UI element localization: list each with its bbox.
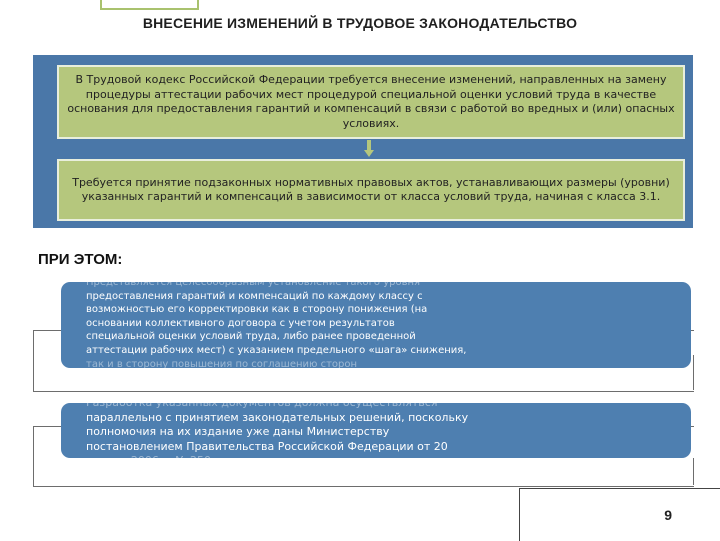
card2-line: параллельно с принятием законодательных решений, поскольку [86, 410, 469, 424]
guarantee-level-text [86, 276, 511, 371]
card-frame-2-right-edge [693, 458, 694, 485]
guarantee-level-card [61, 277, 691, 370]
card1-line: предоставления гарантий и компенсаций по каждому классу с [86, 290, 423, 302]
card1-line: так и в сторону повышения по соглашению сторон [86, 358, 358, 370]
documents-development-text [86, 396, 511, 469]
card2-line: постановлением Правительства Российской Федерации от 20 [86, 439, 448, 453]
top-decorative-tab [100, 0, 199, 10]
page-number-box [519, 488, 720, 541]
page-title: ВНЕСЕНИЕ ИЗМЕНЕНИЙ В ТРУДОВОЕ ЗАКОНОДАТЕЛЬСТВО [142, 15, 578, 31]
bylaws-box [57, 159, 685, 221]
amendment-box [57, 65, 685, 139]
card2-line: апреля 2006 г. № 250 [86, 454, 212, 468]
page-number: 9 [664, 507, 672, 523]
connector-arrow-icon [364, 140, 374, 158]
card1-line: Представляется целесообразным установление такого уровня [86, 277, 421, 288]
card2-line: полномочия на их издание уже даны Министерству [86, 425, 390, 439]
card1-line: специальной оценки условий труда, либо ранее проведенной [86, 331, 416, 343]
amendment-text: В Трудовой кодекс Российской Федерации требуется внесение изменений, направленных на замену процедуры аттестации рабочих мест процедурой специальной оценки условий труда в качестве основания для предоставления гарантий и компенсаций в связи с работой во вредных и (или) опасных условиях. [67, 73, 675, 130]
documents-development-card [61, 396, 691, 468]
section-heading: ПРИ ЭТОМ: [38, 251, 123, 268]
card2-line: Разработка указанных документов должна осуществляться [86, 396, 438, 409]
card1-line: возможностью его корректировки как в сторону понижения (на [86, 304, 428, 316]
card-frame-1-right-edge [693, 355, 694, 390]
card1-line: аттестации рабочих мест) с указанием предельного «шага» снижения, [86, 344, 467, 356]
card1-line: основании коллективного договора с учетом результатов [86, 317, 395, 329]
bylaws-text: Требуется принятие подзаконных нормативных правовых актов, устанавливающих размеры (уровни) указанных гарантий и компенсаций в зависимости от класса условий труда, начиная с класса 3.1. [72, 175, 670, 203]
